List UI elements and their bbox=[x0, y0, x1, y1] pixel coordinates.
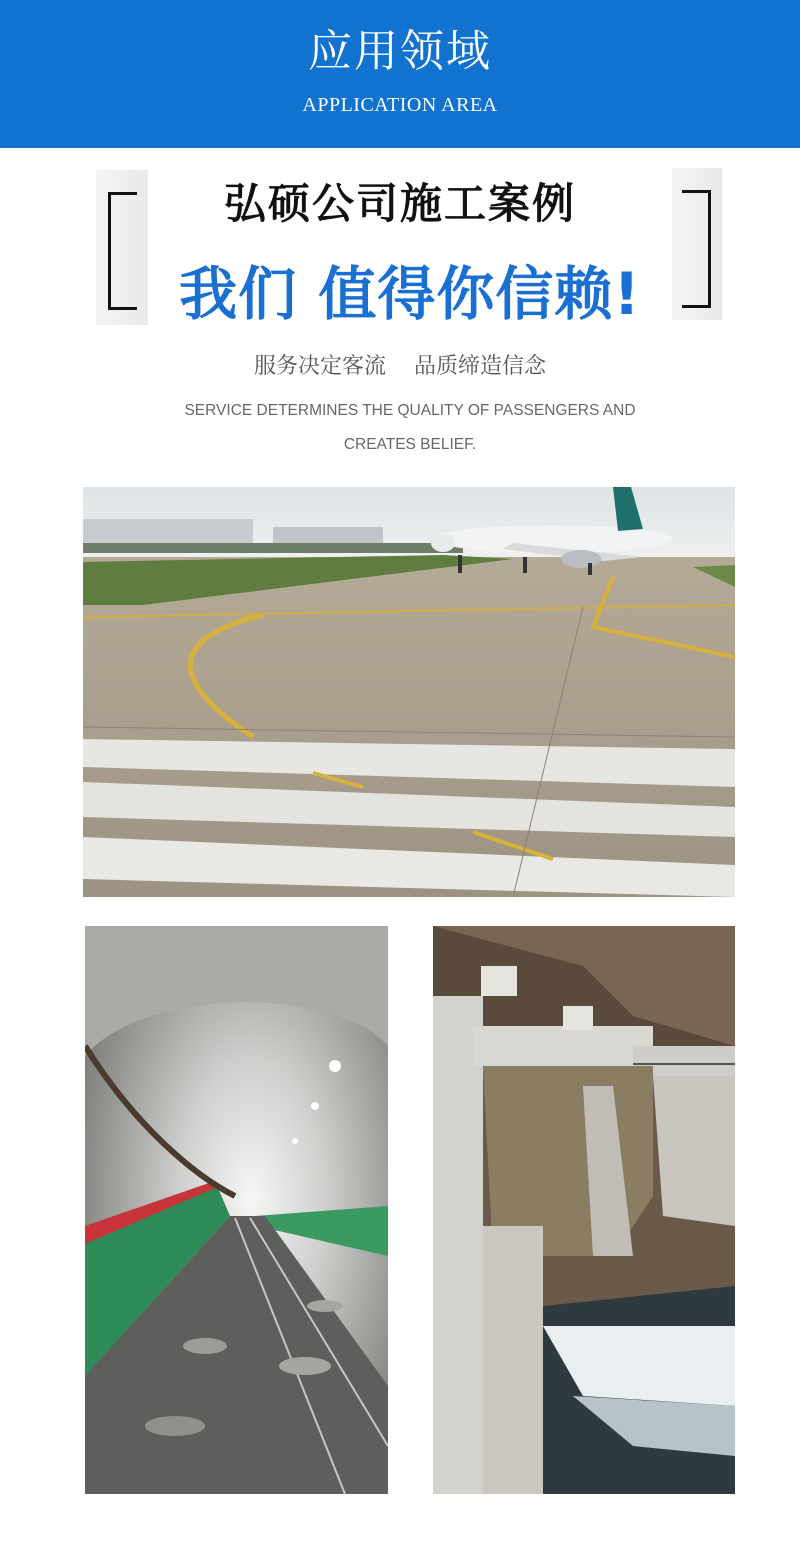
airport-illustration bbox=[83, 487, 735, 897]
dam-illustration bbox=[433, 926, 735, 1494]
motto-part-1: 服务决定客流 bbox=[253, 354, 386, 379]
tunnel-illustration bbox=[85, 926, 388, 1494]
tunnel-photo bbox=[85, 926, 388, 1494]
motto-cn bbox=[0, 350, 800, 384]
trust-tagline: 我们 值得你信赖! bbox=[179, 260, 641, 328]
motto-part-2: 品质缔造信念 bbox=[414, 354, 547, 379]
section-title: 应用领域 bbox=[308, 26, 492, 77]
header-banner bbox=[0, 0, 800, 148]
airport-photo bbox=[83, 487, 735, 897]
dam-photo bbox=[433, 926, 735, 1494]
motto-en: SERVICE DETERMINES THE QUALITY OF PASSENGERS AND CREATES BELIEF. bbox=[184, 402, 636, 453]
section-subtitle: APPLICATION AREA bbox=[302, 94, 498, 116]
case-headline: 弘硕公司施工案例 bbox=[223, 179, 576, 228]
